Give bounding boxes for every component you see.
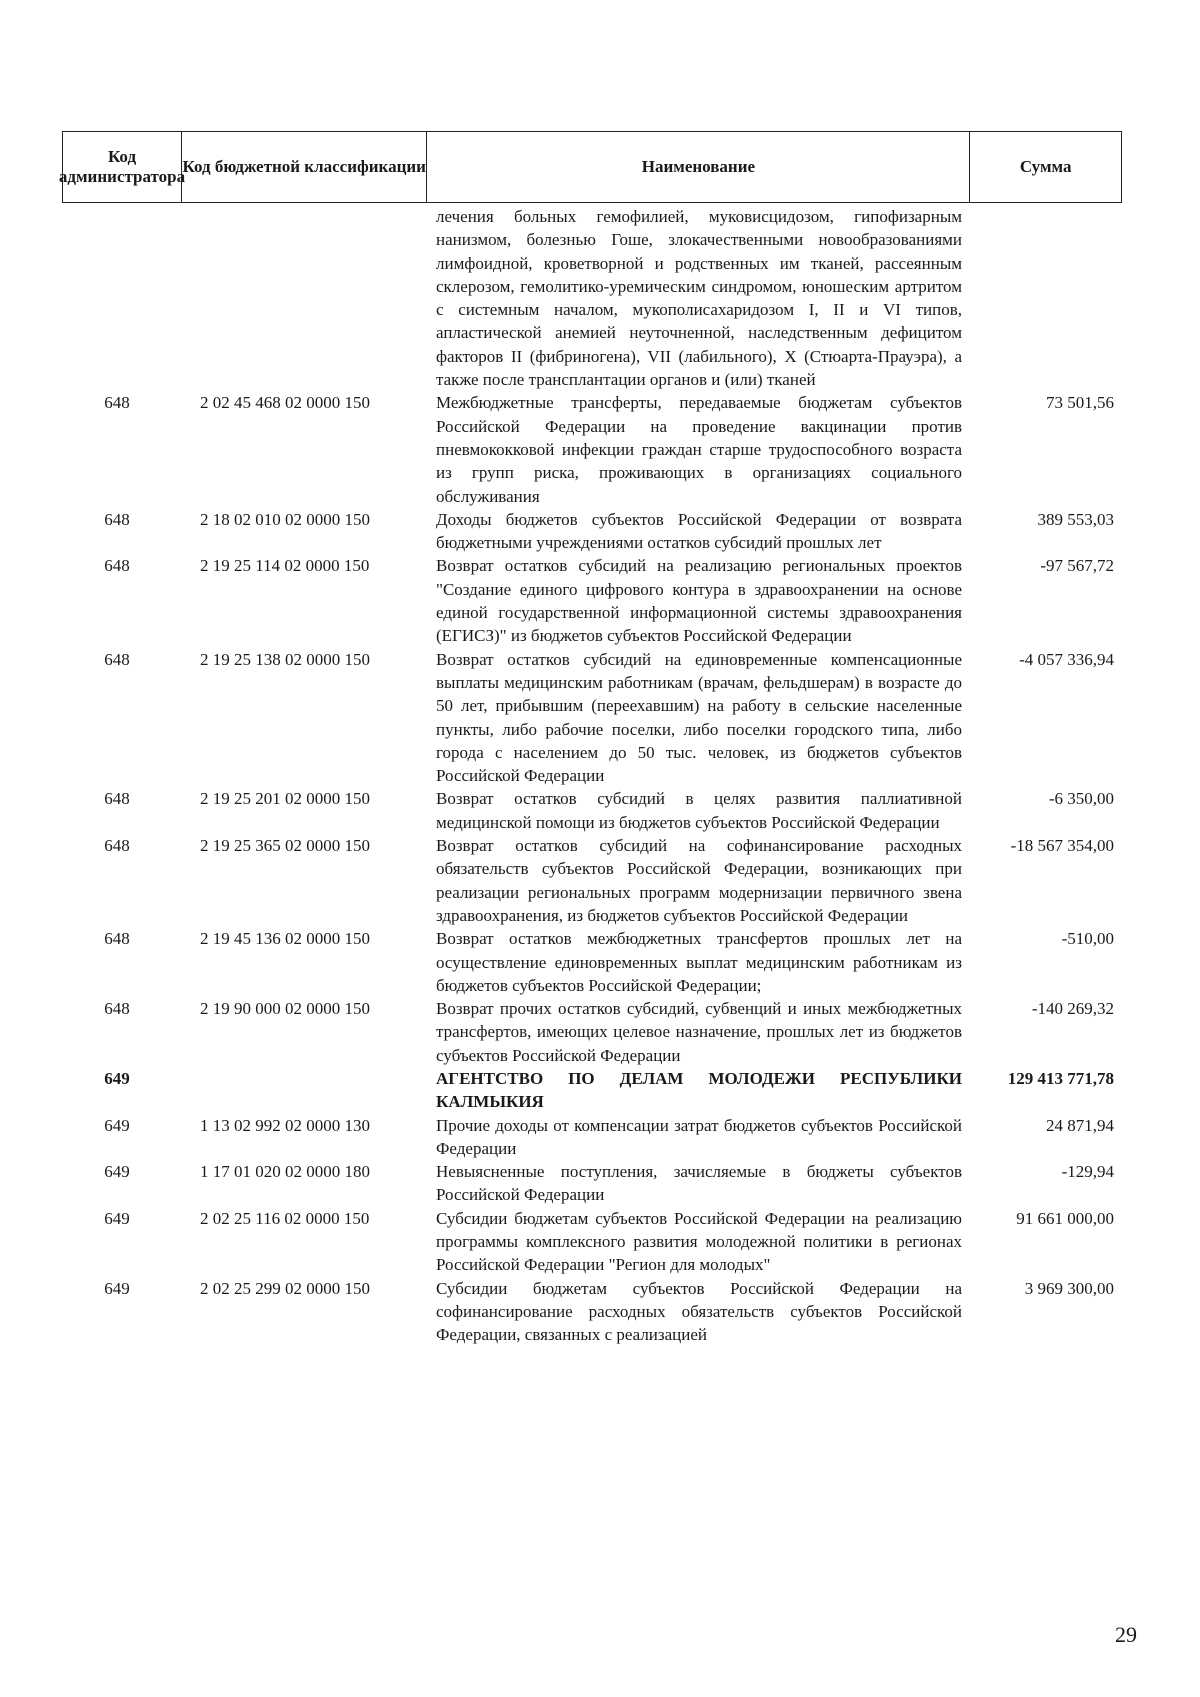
- row-budget-code: 2 19 90 000 02 0000 150: [200, 999, 370, 1019]
- row-budget-code: 2 02 45 468 02 0000 150: [200, 393, 370, 413]
- table-body: [62, 205, 1122, 1347]
- row-name: Субсидии бюджетам субъектов Российской Федерации на реализацию программы комплексного развития молодежной политики в регионах Российской Федерации "Регион для молодых": [436, 1208, 962, 1275]
- row-budget-code: 1 17 01 020 02 0000 180: [200, 1162, 370, 1182]
- row-admin-code: 648: [104, 929, 130, 949]
- row-name: Доходы бюджетов субъектов Российской Федерации от возврата бюджетными учреждениями остатков субсидий прошлых лет: [436, 509, 962, 553]
- row-name: Возврат остатков субсидий на единовременные компенсационные выплаты медицинским работникам (врачам, фельдшерам) в возрасте до 50 лет, прибывшим (переехавшим) на работу в сельские населенные пункты, либо рабочие поселки, либо поселки городского типа, либо города с населением до 50 тыс. человек, из бюджетов субъектов Российской Федерации: [436, 649, 962, 786]
- row-budget-code: 2 19 25 138 02 0000 150: [200, 649, 370, 669]
- row-budget-code: 2 19 25 114 02 0000 150: [200, 556, 370, 576]
- table-row: [62, 554, 1122, 647]
- row-name: Возврат остатков субсидий на реализацию региональных проектов "Создание единого цифрового контура в здравоохранении на основе единой государственной информационной системы здравоохранения (ЕГИСЗ)" из бюджетов субъектов Российской Федерации: [436, 556, 962, 646]
- row-admin-code: 648: [104, 836, 130, 856]
- row-sum: -129,94: [1061, 1162, 1114, 1182]
- row-name: Возврат остатков субсидий в целях развития паллиативной медицинской помощи из бюджетов субъектов Российской Федерации: [436, 789, 962, 832]
- table-row: [62, 1114, 1122, 1161]
- row-name: Невыясненные поступления, зачисляемые в бюджеты субъектов Российской Федерации: [436, 1162, 962, 1205]
- row-name: Прочие доходы от компенсации затрат бюджетов субъектов Российской Федерации: [436, 1115, 962, 1158]
- table-row: [62, 648, 1122, 788]
- table-row: [62, 508, 1122, 555]
- row-admin-code: [62, 205, 180, 391]
- row-sum: 129 413 771,78: [1007, 1068, 1114, 1088]
- table-row: [62, 391, 1122, 507]
- header-budget-code: Код бюджетной классификации: [181, 132, 426, 202]
- table-row: [62, 1207, 1122, 1277]
- row-admin-code: 648: [104, 789, 130, 809]
- row-sum: -97 567,72: [1040, 556, 1114, 576]
- row-sum: 24 871,94: [1046, 1115, 1114, 1135]
- row-sum: -4 057 336,94: [1019, 649, 1114, 669]
- row-admin-code: 648: [104, 509, 130, 529]
- table-row: [62, 997, 1122, 1067]
- row-name: Возврат остатков межбюджетных трансфертов прошлых лет на осуществление единовременных выплат медицинским работникам из бюджетов субъектов Российской Федерации;: [436, 929, 962, 995]
- row-admin-code: 649: [104, 1068, 130, 1088]
- row-sum: 389 553,03: [1037, 509, 1114, 529]
- row-name: Возврат остатков субсидий на софинансирование расходных обязательств субъектов Российской Федерации, возникающих при реализации региональных программ модернизации первичного звена здравоохранения, из бюджетов субъектов Российской Федерации: [436, 836, 962, 925]
- row-admin-code: 649: [104, 1162, 130, 1182]
- header-admin-code: Код администратора: [58, 147, 186, 186]
- row-budget-code: 2 19 25 365 02 0000 150: [200, 836, 370, 856]
- table-row: [62, 927, 1122, 997]
- row-budget-code: 2 19 45 136 02 0000 150: [200, 929, 370, 949]
- row-admin-code: 649: [104, 1278, 130, 1298]
- table-row: [62, 834, 1122, 927]
- row-budget-code: 2 02 25 116 02 0000 150: [200, 1208, 370, 1228]
- row-budget-code: 2 18 02 010 02 0000 150: [200, 509, 370, 529]
- table-row: [62, 787, 1122, 834]
- row-admin-code: 648: [104, 649, 130, 669]
- table-row: [62, 1277, 1122, 1347]
- row-admin-code: 648: [104, 393, 130, 413]
- table-row: [62, 1160, 1122, 1207]
- row-name: Возврат прочих остатков субсидий, субвенций и иных межбюджетных трансфертов, имеющих целевое назначение, прошлых лет из бюджетов субъектов Российской Федерации: [436, 999, 962, 1065]
- row-admin-code: 648: [104, 556, 130, 576]
- row-budget-code: [180, 1067, 426, 1114]
- row-name: Субсидии бюджетам субъектов Российской Федерации на софинансирование расходных обязательств субъектов Российской Федерации, связанных с реализацией: [436, 1278, 962, 1345]
- row-sum: 3 969 300,00: [1024, 1278, 1114, 1298]
- row-sum: 73 501,56: [1046, 393, 1114, 413]
- row-admin-code: 649: [104, 1208, 130, 1228]
- row-name: АГЕНТСТВО ПО ДЕЛАМ МОЛОДЕЖИ РЕСПУБЛИКИ КАЛМЫКИЯ: [436, 1068, 962, 1112]
- row-name: лечения больных гемофилией, муковисцидозом, гипофизарным нанизмом, болезнью Гоше, злокачественными новообразованиями лимфоидной, кроветворной и родственных им тканей, рассеянным склерозом, гемолитико-уремическим синдромом, юношеским артритом с системным началом, мукополисахаридозом I, II и VI типов, апластической анемией неуточненной, наследственным дефицитом факторов II (фибриногена), VII (лабильного), X (Стюарта-Прауэра), а также после трансплантации органов и (или) тканей: [436, 207, 962, 390]
- row-budget-code: [180, 205, 426, 391]
- row-admin-code: 649: [104, 1115, 130, 1135]
- table-header: [58, 131, 1122, 203]
- table-row: [62, 205, 1122, 391]
- row-sum: 91 661 000,00: [1016, 1208, 1114, 1228]
- row-sum: [970, 205, 1122, 391]
- row-sum: -6 350,00: [1048, 789, 1114, 809]
- header-sum: Сумма: [969, 132, 1121, 202]
- table-row: [62, 1067, 1122, 1114]
- row-budget-code: 2 19 25 201 02 0000 150: [200, 789, 370, 809]
- row-budget-code: 2 02 25 299 02 0000 150: [200, 1278, 370, 1298]
- row-sum: -18 567 354,00: [1010, 836, 1114, 856]
- row-admin-code: 648: [104, 999, 130, 1019]
- row-sum: -510,00: [1061, 929, 1114, 949]
- row-name: Межбюджетные трансферты, передаваемые бюджетам субъектов Российской Федерации на проведение вакцинации против пневмококковой инфекции граждан старше трудоспособного возраста из групп риска, проживающих в организациях социального обслуживания: [436, 393, 962, 506]
- header-name: Наименование: [426, 132, 969, 202]
- page-number: 29: [1115, 1622, 1137, 1647]
- row-budget-code: 1 13 02 992 02 0000 130: [200, 1115, 370, 1135]
- row-sum: -140 269,32: [1031, 999, 1114, 1019]
